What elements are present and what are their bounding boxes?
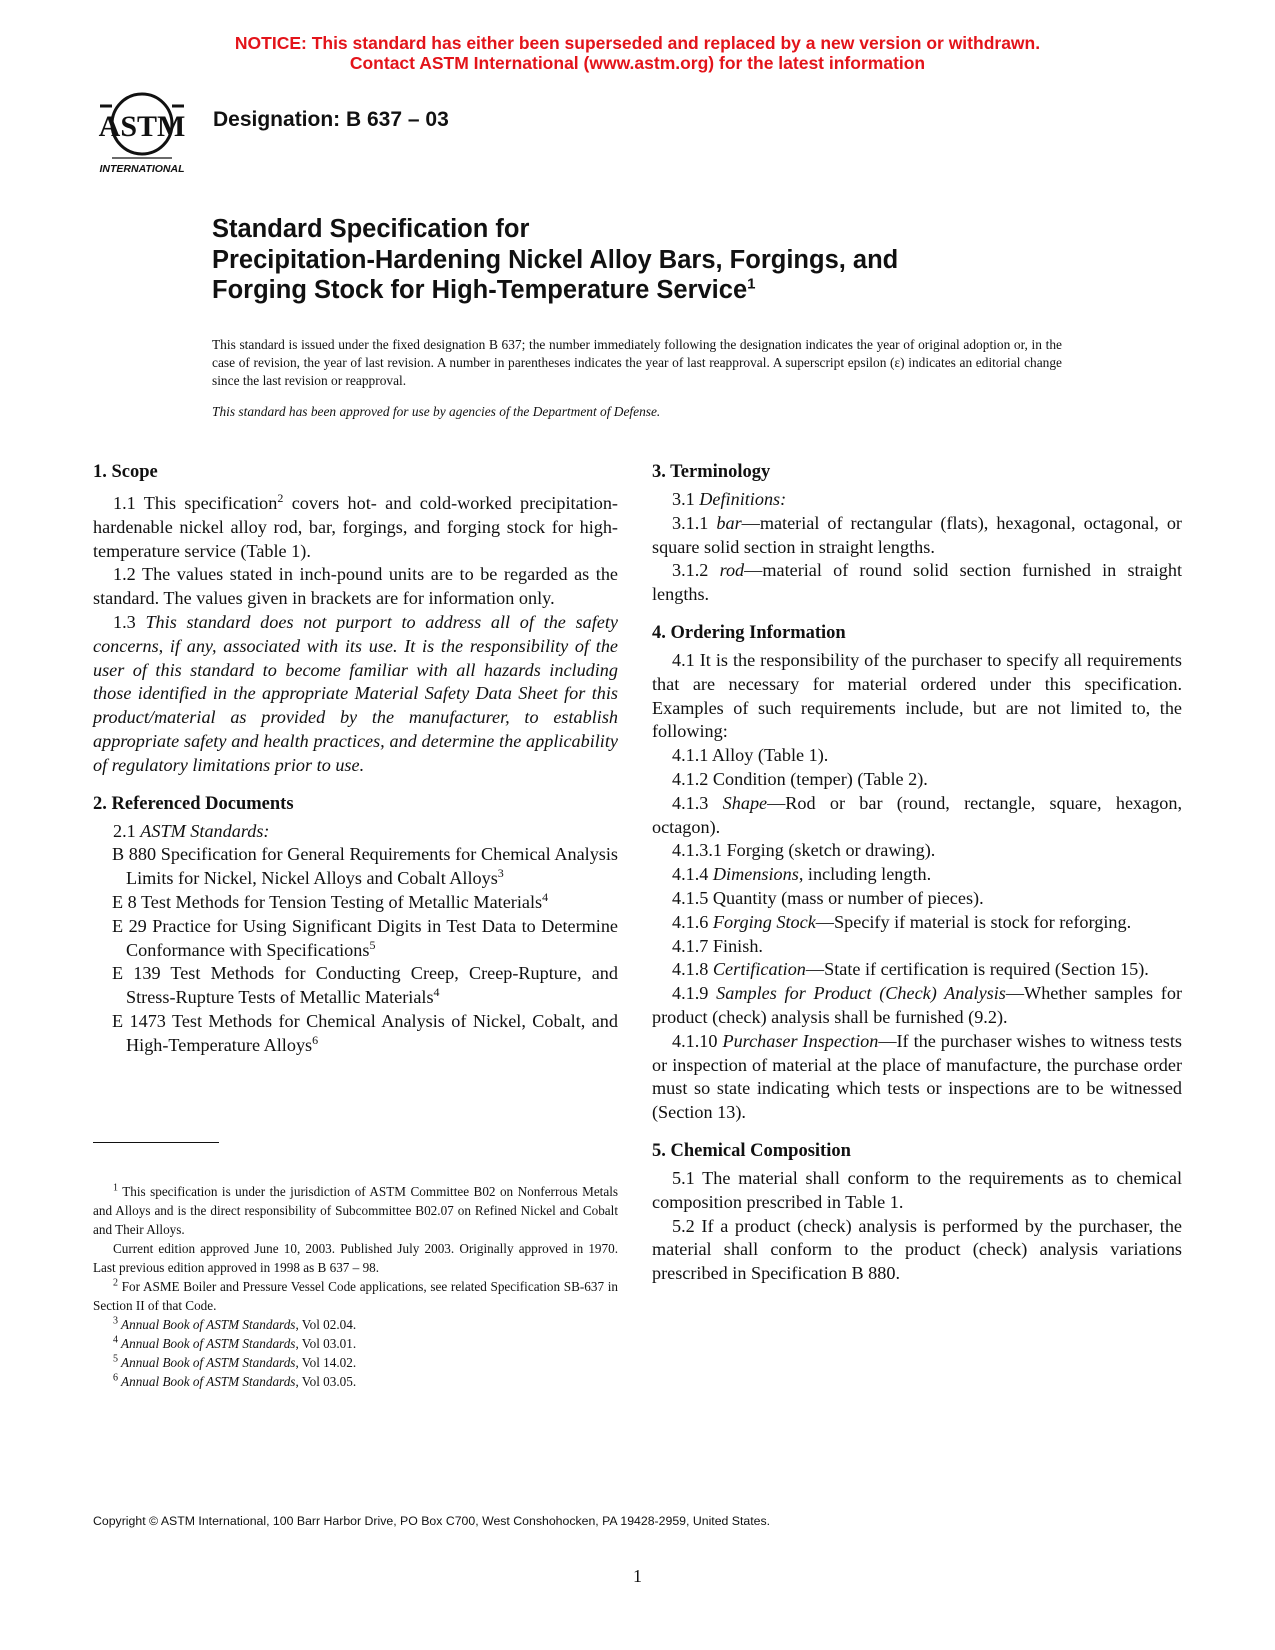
para-4-1-7: 4.1.7 Finish. — [672, 935, 763, 956]
footnote-1: $^1$ This specification is under the jurisdiction of ASTM Committee B02 on Nonferrous Metals and Alloys and is the direct responsibility of Subcommittee B02.07 on Refined Nickel and Cobalt and Their Alloys. — [93, 1182, 618, 1237]
superseded-notice — [0, 33, 1275, 73]
para-3-1-1: 3.1.1 bar—material of rectangular (flats), hexagonal, octagonal, or square solid section in straight lengths. — [652, 512, 1182, 557]
para-2-1: 2.1 ASTM Standards: — [113, 820, 270, 841]
designation: Designation: B 637 – 03 — [213, 108, 449, 131]
para-5-1: 5.1 The material shall conform to the requirements as to chemical composition prescribed in Table 1. — [652, 1167, 1182, 1212]
footnotes — [93, 1182, 618, 1391]
para-1-1: 1.1 This specification$^2$ covers hot- and cold-worked precipitation-hardenable nickel alloy rod, bar, forgings, and forging stock for high-temperature service (Table 1). — [93, 490, 618, 561]
para-1-2: 1.2 The values stated in inch-pound units are to be regarded as the standard. The values given in brackets are for information only. — [93, 564, 618, 609]
title-line-2: Precipitation-Hardening Nickel Alloy Bars, Forgings, and — [212, 245, 899, 274]
notice-line-2: Contact ASTM International (www.astm.org) for the latest information — [349, 53, 926, 73]
dod-approval-note: This standard has been approved for use by agencies of the Department of Defense. — [212, 404, 661, 419]
para-4-1-2: 4.1.2 Condition (temper) (Table 2). — [672, 768, 928, 789]
footnote-divider — [93, 1142, 219, 1143]
page-number: 1 — [633, 1566, 642, 1586]
reference-item: E 139 Test Methods for Conducting Creep, Creep-Rupture, and Stress-Rupture Tests of Metallic Materials$^4$ — [112, 963, 618, 1008]
reference-item: E 1473 Test Methods for Chemical Analysis of Nickel, Cobalt, and High-Temperature Alloys$^6$ — [112, 1010, 618, 1055]
footnote-1-edition: Current edition approved June 10, 2003. Published July 2003. Originally approved in 1970. Last previous edition approved in 1998 as B 637 – 98. — [93, 1241, 618, 1275]
title-line-3: Forging Stock for High-Temperature Service — [212, 276, 748, 304]
para-4-1-10: 4.1.10 Purchaser Inspection—If the purchaser wishes to witness tests or inspection of material at the place of manufacture, the purchase order must so state indicating which tests or inspections are to be witnessed (Section 13). — [652, 1030, 1183, 1123]
section-heading-scope: 1. Scope — [93, 462, 158, 482]
logo-text: ASTM — [98, 110, 186, 143]
notice-line-1: NOTICE: This standard has either been superseded and replaced by a new version or withdrawn. — [234, 33, 1041, 53]
para-4-1-3: 4.1.3 Shape—Rod or bar (round, rectangle, square, hexagon, octagon). — [652, 792, 1183, 837]
para-3-1-2: 3.1.2 rod—material of round solid section furnished in straight lengths. — [652, 560, 1183, 605]
footnote-4: $^4$ Annual Book of ASTM Standards, Vol 03.01. — [113, 1334, 357, 1351]
issue-note: This standard is issued under the fixed designation B 637; the number immediately following the designation indicates the year of original adoption or, in the case of revision, the year of last revision. A number in parentheses indicates the year of last reapproval. A superscript epsilon (ε) indicates an editorial change since the last revision or reapproval. — [212, 337, 1062, 388]
para-4-1-5: 4.1.5 Quantity (mass or number of pieces). — [672, 887, 984, 908]
para-4-1: 4.1 It is the responsibility of the purchaser to specify all requirements that are necessary for material ordered under this specification. Examples of such requirements include, but are not limited to, the following: — [652, 649, 1182, 742]
section-heading-terminology: 3. Terminology — [652, 462, 771, 482]
para-4-1-1: 4.1.1 Alloy (Table 1). — [672, 745, 829, 766]
title-line-1: Standard Specification for — [212, 215, 530, 243]
reference-item: E 29 Practice for Using Significant Digits in Test Data to Determine Conformance with Specifications$^5$ — [112, 915, 618, 960]
left-column — [93, 460, 618, 1058]
right-column — [652, 460, 1182, 1286]
reference-item: E 8 Test Methods for Tension Testing of Metallic Materials$^4$ — [112, 889, 549, 912]
document-title — [212, 214, 1112, 306]
section-heading-chemical-composition: 5. Chemical Composition — [652, 1140, 851, 1161]
para-3-1: 3.1 Definitions: — [672, 489, 787, 509]
section-heading-referenced-documents: 2. Referenced Documents — [93, 793, 294, 814]
logo-subtext: INTERNATIONAL — [99, 163, 185, 175]
footnote-3: $^3$ Annual Book of ASTM Standards, Vol 02.04. — [113, 1315, 357, 1332]
para-4-1-3-1: 4.1.3.1 Forging (sketch or drawing). — [672, 840, 936, 861]
para-5-2: 5.2 If a product (check) analysis is performed by the purchaser, the material shall conform to the product (check) analysis variations prescribed in Specification B 880. — [652, 1215, 1182, 1284]
footnote-5: $^5$ Annual Book of ASTM Standards, Vol 14.02. — [113, 1353, 357, 1370]
para-4-1-8: 4.1.8 Certification—State if certification is required (Section 15). — [672, 959, 1149, 980]
para-4-1-4: 4.1.4 Dimensions, including length. — [672, 864, 932, 885]
para-4-1-9: 4.1.9 Samples for Product (Check) Analysis—Whether samples for product (check) analysis shall be furnished (9.2). — [652, 983, 1182, 1027]
footnote-2: $^2$ For ASME Boiler and Pressure Vessel Code applications, see related Specification SB-637 in Section II of that Code. — [93, 1277, 618, 1313]
title-footnote-ref: 1 — [747, 275, 756, 293]
para-1-3: 1.3 This standard does not purport to address all of the safety concerns, if any, associated with its use. It is the responsibility of the user of this standard to become familiar with all hazards including those identified in the appropriate Material Safety Data Sheet for this product/material as provided by the manufacturer, to establish appropriate safety and health practices, and determine the applicability of regulatory limitations prior to use. — [93, 611, 618, 775]
section-heading-ordering: 4. Ordering Information — [652, 622, 846, 643]
para-4-1-6: 4.1.6 Forging Stock—Specify if material is stock for reforging. — [672, 911, 1132, 932]
copyright-notice: Copyright © ASTM International, 100 Barr Harbor Drive, PO Box C700, West Conshohocken, PA 19428-2959, United States. — [93, 1514, 771, 1528]
footnote-6: $^6$ Annual Book of ASTM Standards, Vol 03.05. — [113, 1372, 357, 1389]
astm-logo — [92, 84, 194, 176]
reference-item: B 880 Specification for General Requirements for Chemical Analysis Limits for Nickel, Nickel Alloys and Cobalt Alloys$^3$ — [112, 844, 618, 889]
